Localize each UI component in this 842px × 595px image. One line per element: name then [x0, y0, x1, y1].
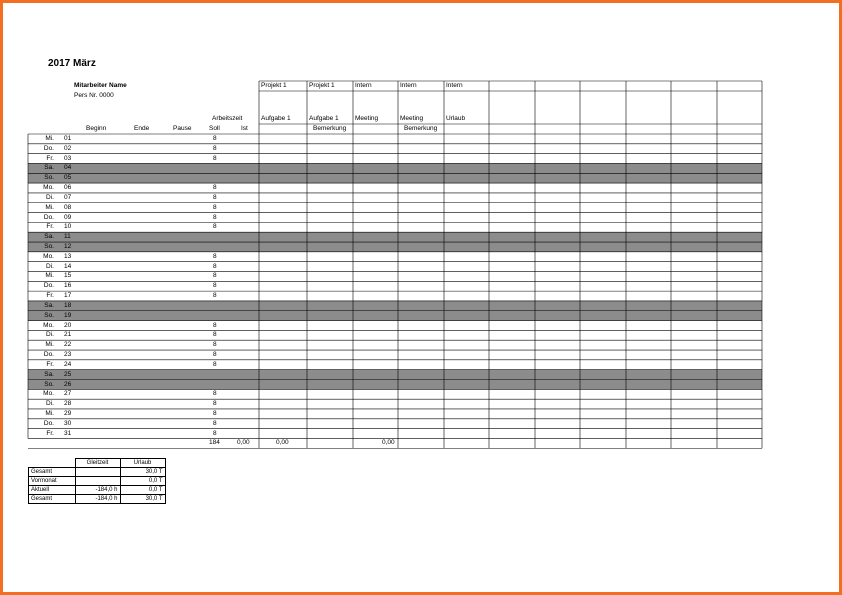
summary-urlaub: 0,0 T	[120, 477, 165, 486]
day-number: 13	[64, 252, 72, 260]
summary-gleitzeit: -184,0 h	[75, 495, 120, 504]
day-soll: 8	[213, 419, 217, 427]
ende-header: Ende	[134, 125, 150, 132]
day-soll: 8	[213, 262, 217, 270]
day-soll: 8	[213, 390, 217, 398]
summary-urlaub: 30,0 T	[120, 468, 165, 477]
day-number: 08	[64, 203, 72, 211]
day-number: 07	[64, 193, 72, 201]
day-number: 04	[64, 164, 72, 172]
total-ist: 0,00	[237, 439, 250, 447]
day-weekday: Do.	[43, 282, 54, 290]
pers-nr-label: Pers Nr. 0000	[74, 92, 114, 99]
day-weekday: Di.	[46, 400, 54, 408]
day-weekday: Do.	[43, 419, 54, 427]
summary-header-urlaub: Urlaub	[120, 459, 165, 468]
day-weekday: Mo.	[43, 252, 54, 260]
day-soll: 8	[213, 135, 217, 142]
month-label: März	[73, 58, 96, 69]
project-title: Projekt 1	[309, 82, 335, 89]
summary-corner	[29, 459, 76, 468]
project-title: Intern	[400, 82, 417, 89]
project-task: Meeting	[355, 115, 379, 122]
pause-header: Pause	[173, 125, 192, 132]
day-number: 01	[64, 135, 72, 142]
project-title: Intern	[355, 82, 372, 89]
day-number: 31	[64, 429, 72, 437]
day-number: 06	[64, 184, 72, 192]
day-weekday: So.	[44, 380, 54, 388]
day-weekday: So.	[44, 174, 54, 182]
day-number: 24	[64, 360, 72, 368]
day-number: 10	[64, 223, 72, 231]
day-number: 03	[64, 154, 72, 162]
day-weekday: Do.	[43, 144, 54, 152]
soll-header: Soll	[209, 125, 220, 132]
day-number: 19	[64, 311, 72, 319]
day-soll: 8	[213, 429, 217, 437]
day-weekday: Di.	[46, 262, 54, 270]
total-meeting: 0,00	[382, 439, 395, 447]
day-number: 16	[64, 282, 72, 290]
weekend-row-fill	[28, 311, 762, 321]
day-number: 23	[64, 351, 72, 359]
day-soll: 8	[213, 409, 217, 417]
day-weekday: Mi.	[45, 135, 54, 142]
summary-label: Vormonat	[29, 477, 76, 486]
day-soll: 8	[213, 331, 217, 339]
day-weekday: Sa.	[44, 370, 54, 378]
ist-header: Ist	[241, 125, 248, 132]
day-number: 17	[64, 292, 72, 300]
day-number: 28	[64, 400, 72, 408]
day-weekday: Mi.	[45, 341, 54, 349]
day-weekday: Do.	[43, 351, 54, 359]
day-soll: 8	[213, 292, 217, 300]
day-number: 29	[64, 409, 72, 417]
day-weekday: Fr.	[46, 360, 54, 368]
beginn-header: Beginn	[86, 125, 107, 132]
day-number: 15	[64, 272, 72, 280]
day-number: 09	[64, 213, 72, 221]
summary-header-row	[29, 459, 166, 468]
day-weekday: Mo.	[43, 321, 54, 329]
day-weekday: Mi.	[45, 409, 54, 417]
day-soll: 8	[213, 341, 217, 349]
summary-label: Gesamt	[29, 468, 76, 477]
day-number: 22	[64, 341, 72, 349]
day-soll: 8	[213, 400, 217, 408]
summary-table	[28, 458, 166, 504]
day-weekday: Mi.	[45, 203, 54, 211]
day-weekday: Sa.	[44, 164, 54, 172]
weekend-row-fill	[28, 163, 762, 173]
summary-row	[29, 486, 166, 495]
summary-label: Gesamt	[29, 495, 76, 504]
day-weekday: Fr.	[46, 154, 54, 162]
day-soll: 8	[213, 213, 217, 221]
summary-row	[29, 477, 166, 486]
summary-urlaub: 30,0 T	[120, 495, 165, 504]
day-soll: 8	[213, 154, 217, 162]
day-number: 18	[64, 301, 72, 309]
day-weekday: Di.	[46, 331, 54, 339]
weekend-row-fill	[28, 242, 762, 252]
day-soll: 8	[213, 223, 217, 231]
arbeitszeit-header: Arbeitszeit	[212, 115, 243, 122]
day-number: 05	[64, 174, 72, 182]
day-weekday: So.	[44, 311, 54, 319]
day-number: 14	[64, 262, 72, 270]
weekend-row-fill	[28, 173, 762, 183]
total-soll: 184	[209, 439, 220, 447]
day-weekday: Mi.	[45, 272, 54, 280]
day-weekday: So.	[44, 243, 54, 251]
summary-row	[29, 495, 166, 504]
summary-gleitzeit	[75, 468, 120, 477]
day-number: 20	[64, 321, 72, 329]
total-project1: 0,00	[276, 439, 289, 447]
day-number: 02	[64, 144, 72, 152]
project-note: Bemerkung	[404, 125, 438, 132]
day-soll: 8	[213, 184, 217, 192]
day-number: 11	[64, 233, 71, 241]
project-task: Aufgabe 1	[309, 115, 339, 122]
day-weekday: Do.	[43, 213, 54, 221]
day-number: 27	[64, 390, 72, 398]
day-soll: 8	[213, 144, 217, 152]
project-task: Urlaub	[446, 115, 466, 122]
summary-row	[29, 468, 166, 477]
day-weekday: Mo.	[43, 184, 54, 192]
summary-header-gleitzeit: Gleitzeit	[75, 459, 120, 468]
day-weekday: Di.	[46, 193, 54, 201]
summary-urlaub: 0,0 T	[120, 486, 165, 495]
day-number: 12	[64, 243, 72, 251]
day-weekday: Sa.	[44, 301, 54, 309]
summary-gleitzeit	[75, 477, 120, 486]
summary-label: Aktuell	[29, 486, 76, 495]
day-number: 26	[64, 380, 72, 388]
day-weekday: Fr.	[46, 429, 54, 437]
project-title: Projekt 1	[261, 82, 287, 89]
weekend-row-fill	[28, 380, 762, 390]
project-title: Intern	[446, 82, 463, 89]
project-task: Meeting	[400, 115, 424, 122]
weekend-row-fill	[28, 232, 762, 242]
day-soll: 8	[213, 351, 217, 359]
day-weekday: Fr.	[46, 223, 54, 231]
day-soll: 8	[213, 252, 217, 260]
project-task: Aufgabe 1	[261, 115, 291, 122]
day-soll: 8	[213, 282, 217, 290]
day-soll: 8	[213, 272, 217, 280]
summary-gleitzeit: -184,0 h	[75, 486, 120, 495]
day-number: 21	[64, 331, 72, 339]
day-soll: 8	[213, 360, 217, 368]
day-number: 25	[64, 370, 72, 378]
day-number: 30	[64, 419, 72, 427]
employee-name-label: Mitarbeiter Name	[74, 82, 127, 89]
weekend-row-fill	[28, 301, 762, 311]
day-soll: 8	[213, 193, 217, 201]
year-label: 2017	[48, 58, 71, 69]
weekend-row-fill	[28, 370, 762, 380]
day-soll: 8	[213, 203, 217, 211]
day-soll: 8	[213, 321, 217, 329]
day-weekday: Mo.	[43, 390, 54, 398]
day-weekday: Fr.	[46, 292, 54, 300]
day-weekday: Sa.	[44, 233, 54, 241]
project-note: Bemerkung	[313, 125, 347, 132]
